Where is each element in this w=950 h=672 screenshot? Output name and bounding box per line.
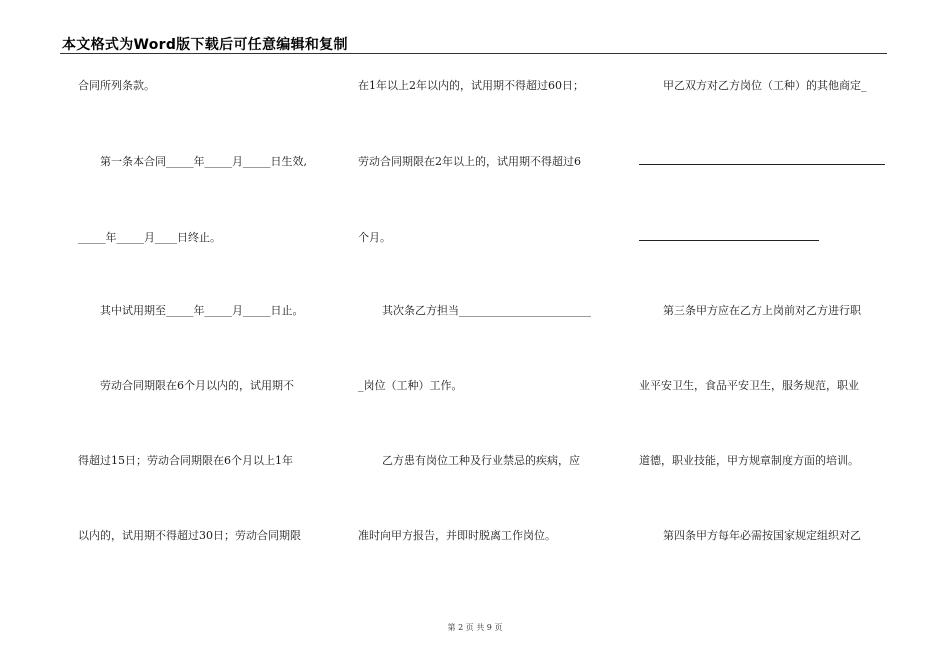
col2-line-2: 劳动合同期限在2年以上的，试用期不得超过6: [358, 155, 581, 168]
col2-line-1: 在1年以上2年以内的，试用期不得超过60日；: [358, 79, 584, 92]
col1-line-2: 第一条本合同_____年_____月_____日生效,: [100, 155, 307, 168]
col2-line-6: 乙方患有岗位工种及行业禁忌的疾病，应: [382, 454, 580, 467]
col3-line-4: 第三条甲方应在乙方上岗前对乙方进行职: [663, 304, 861, 317]
col1-line-5: 劳动合同期限在6个月以内的，试用期不: [100, 379, 294, 392]
page-number: 第 2 页 共 9 页: [447, 623, 503, 632]
col3-line-7: 第四条甲方每年必需按国家规定组织对乙: [663, 529, 861, 542]
col3-line-5: 业平安卫生，食品平安卫生，服务规范，职业: [639, 379, 859, 392]
col1-line-7: 以内的，试用期不得超过30日；劳动合同期限: [78, 529, 301, 542]
col1-line-6: 得超过15日；劳动合同期限在6个月以上1年: [78, 454, 293, 467]
col3-blank-underline-2: [639, 240, 819, 241]
col2-line-4: 其次条乙方担当________________________: [382, 304, 591, 317]
col2-line-7: 准时向甲方报告，并即时脱离工作岗位。: [358, 529, 556, 542]
col1-line-4: 其中试用期至_____年_____月_____日止。: [100, 304, 304, 317]
col2-line-5: _岗位（工种）工作。: [358, 379, 463, 392]
col1-line-1: 合同所列条款。: [78, 79, 155, 92]
header-rule: [60, 53, 887, 54]
col2-line-3: 个月。: [358, 231, 391, 244]
col3-line-6: 道德，职业技能，甲方规章制度方面的培训。: [639, 454, 859, 467]
col3-blank-underline-1: [639, 164, 885, 165]
document-header-title: 本文格式为Word版下载后可任意编辑和复制: [62, 37, 348, 53]
col1-line-3: _____年_____月____日终止。: [78, 231, 221, 244]
col3-line-1: 甲乙双方对乙方岗位（工种）的其他商定_: [663, 79, 867, 92]
